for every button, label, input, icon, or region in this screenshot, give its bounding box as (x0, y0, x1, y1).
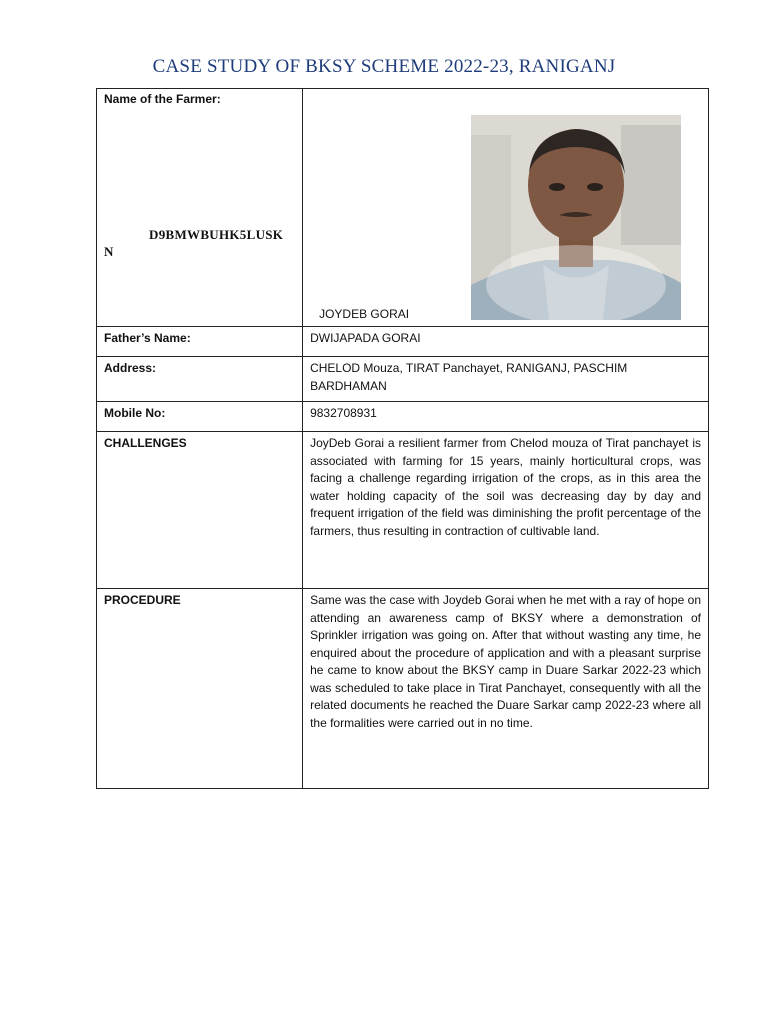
farmer-code-line1: D9BMWBUHK5LUSK (149, 227, 284, 242)
table-row-mobile (97, 402, 709, 432)
farmer-code-line2: N (104, 244, 114, 259)
table-row-father (97, 327, 709, 357)
table-row-challenges (97, 432, 709, 589)
farmer-name: JOYDEB GORAI (319, 307, 410, 321)
farmer-photo (471, 115, 681, 320)
document-title: CASE STUDY OF BKSY SCHEME 2022-23, RANIGANJ (152, 56, 616, 77)
name-value-cell (303, 89, 709, 327)
farmer-portrait-image (471, 115, 681, 320)
address-value: CHELOD Mouza, TIRAT Panchayet, RANIGANJ, PASCHIM BARDHAMAN (303, 357, 709, 402)
table-row-procedure (97, 589, 709, 789)
procedure-label: PROCEDURE (97, 589, 303, 789)
case-study-table (96, 88, 709, 789)
address-label: Address: (97, 357, 303, 402)
procedure-text: Same was the case with Joydeb Gorai when he met with a ray of hope on attending an awareness camp of BKSY where a demonstration of Sprinkler irrigation was going on. After that without wasting any time, he enquired about the procedure of application and with a pleasant surprise he came to know about the BKSY camp in Duare Sarkar 2022-23 which was scheduled to take place in Tirat Panchayet, consequently with all the related documents he reached the Duare Sarkar camp 2022-23 where all the formalities were carried out in no time. (303, 589, 709, 789)
table-row-name (97, 89, 709, 327)
name-label: Name of the Farmer: (104, 92, 221, 106)
father-value: DWIJAPADA GORAI (303, 327, 709, 357)
name-label-cell (97, 89, 303, 327)
table-row-address (97, 357, 709, 402)
mobile-value: 9832708931 (303, 402, 709, 432)
mobile-label: Mobile No: (97, 402, 303, 432)
father-label: Father’s Name: (97, 327, 303, 357)
challenges-label: CHALLENGES (97, 432, 303, 589)
challenges-text: JoyDeb Gorai a resilient farmer from Chelod mouza of Tirat panchayet is associated with farming for 15 years, mainly horticultural crops, was facing a challenge regarding irrigation of the crops, as in this area the water holding capacity of the soil was decreasing day by day and frequent irrigation of the field was diminishing the profit percentage of the farmers, thus resulting in contraction of cultivable land. (303, 432, 709, 589)
